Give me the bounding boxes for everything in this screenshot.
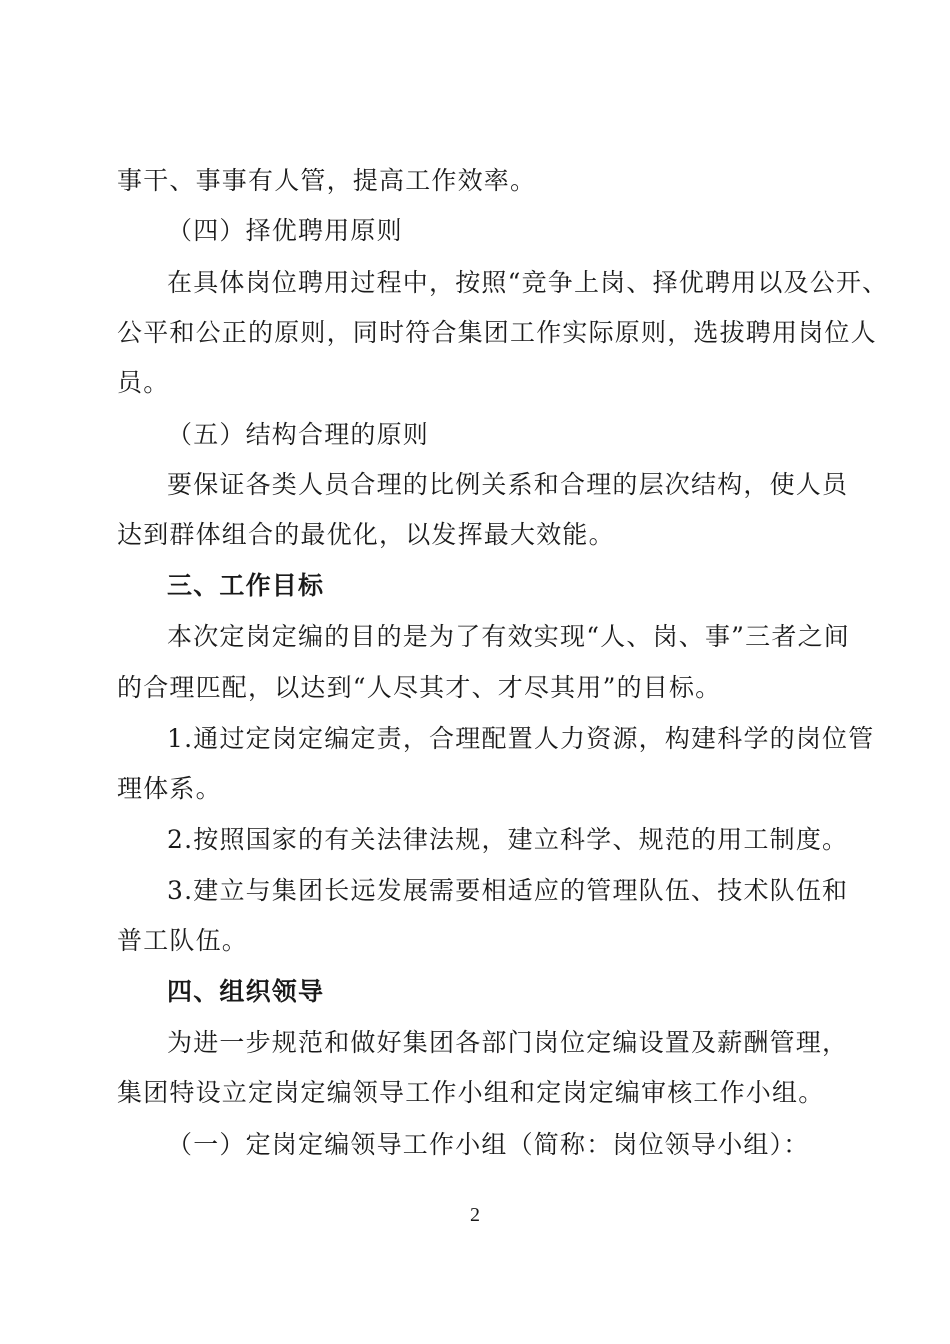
list-item: 2.按照国家的有关法律法规，建立科学、规范的用工制度。 — [167, 825, 849, 854]
paragraph-line: 为进一步规范和做好集团各部门岗位定编设置及薪酬管理， — [167, 1028, 849, 1057]
paragraph-line: 集团特设立定岗定编领导工作小组和定岗定编审核工作小组。 — [117, 1078, 825, 1107]
paragraph-line: 理体系。 — [117, 774, 222, 803]
list-item: 1.通过定岗定编定责，合理配置人力资源，构建科学的岗位管 — [167, 724, 875, 753]
list-item: 3.建立与集团长远发展需要相适应的管理队伍、技术队伍和 — [167, 876, 849, 905]
subsection-heading: （一）定岗定编领导工作小组（简称：岗位领导小组）： — [167, 1130, 810, 1159]
paragraph-line: 要保证各类人员合理的比例关系和合理的层次结构，使人员 — [167, 470, 849, 499]
section-heading: 四、组织领导 — [167, 977, 325, 1006]
paragraph-line: 本次定岗定编的目的是为了有效实现“人、岗、事”三者之间 — [167, 622, 850, 651]
page-number: 2 — [470, 1204, 480, 1226]
subsection-heading: （四）择优聘用原则 — [167, 216, 403, 245]
paragraph-line: 员。 — [117, 368, 170, 397]
paragraph-line: 公平和公正的原则，同时符合集团工作实际原则，选拔聘用岗位人 — [117, 318, 877, 347]
paragraph-line: 在具体岗位聘用过程中，按照“竞争上岗、择优聘用以及公开、 — [167, 268, 889, 297]
paragraph-line: 达到群体组合的最优化，以发挥最大效能。 — [117, 520, 615, 549]
paragraph-line: 的合理匹配，以达到“人尽其才、才尽其用”的目标。 — [117, 673, 722, 702]
paragraph-line: 普工队伍。 — [117, 926, 249, 955]
section-heading: 三、工作目标 — [167, 571, 325, 600]
subsection-heading: （五）结构合理的原则 — [167, 420, 430, 449]
paragraph-line: 事干、事事有人管，提高工作效率。 — [117, 166, 537, 195]
